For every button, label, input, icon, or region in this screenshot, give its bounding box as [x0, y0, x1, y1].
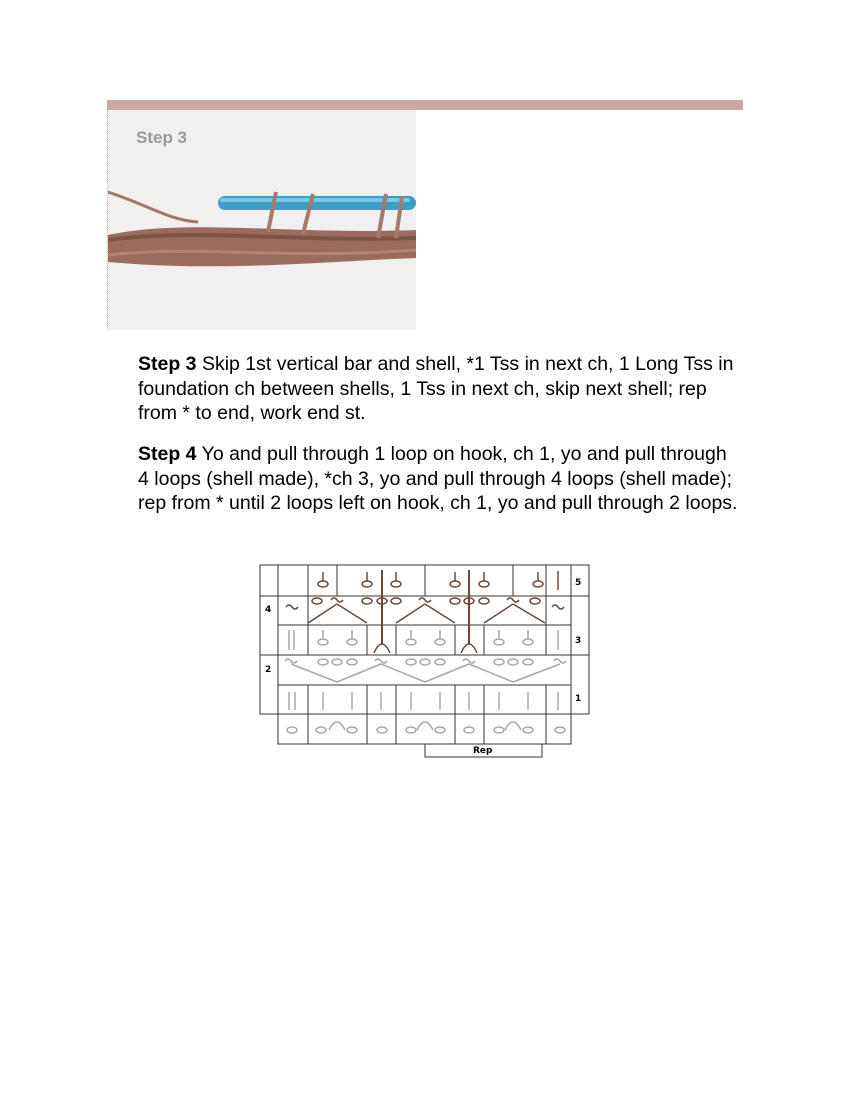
slip-symbol: [375, 659, 387, 663]
step-3-paragraph: [138, 352, 738, 426]
shell-line: [337, 604, 367, 623]
bar-symbol: [292, 571, 295, 590]
chain-symbol: [347, 727, 357, 733]
chain-symbol: [464, 727, 474, 733]
step-3-photo: [107, 110, 416, 330]
step-text: Yo and pull through 1 loop on hook, ch 1, yo and pull through 4 loops (shell made), *ch 3, yo and pull through 4 loops (shell made); rep from * until 2 loops left on hook, ch 1, yo and pull through 2 loops.: [138, 443, 738, 514]
chain-symbol: [530, 598, 540, 604]
stitch-chart: [255, 560, 595, 760]
shell-line: [291, 664, 337, 682]
shell-line: [513, 604, 545, 623]
chain-symbol: [523, 659, 533, 665]
shell-line: [425, 664, 469, 682]
chain-symbol: [377, 727, 387, 733]
slip-symbol: [552, 605, 564, 609]
chain-symbol: [391, 598, 401, 604]
slip-symbol: [507, 598, 519, 602]
chain-symbol: [332, 659, 342, 665]
arch-symbol: [374, 644, 390, 653]
row-label-1: 1: [575, 694, 582, 704]
chain-symbol: [287, 727, 297, 733]
photo-label: Step 3: [136, 128, 188, 147]
slip-symbol: [331, 598, 343, 602]
chain-symbol: [494, 659, 504, 665]
chain-symbol: [450, 581, 460, 587]
chain-symbol: [312, 598, 322, 604]
shell-line: [513, 664, 560, 682]
chain-symbol: [523, 727, 533, 733]
chain-symbol: [406, 639, 416, 645]
chain-symbol: [347, 639, 357, 645]
chain-symbol: [362, 581, 372, 587]
arch-symbol: [329, 722, 345, 730]
chain-symbol: [318, 581, 328, 587]
arch-symbol: [505, 722, 521, 730]
header-accent-bar: [107, 100, 743, 110]
shell-line: [337, 664, 381, 682]
chain-symbol: [420, 659, 430, 665]
step-4-paragraph: [138, 442, 738, 516]
chain-symbol: [450, 598, 460, 604]
shell-line: [425, 604, 455, 623]
chain-symbol: [406, 727, 416, 733]
slip-symbol: [419, 598, 431, 602]
shell-line: [381, 664, 425, 682]
slip-symbol: [285, 659, 297, 663]
row-label-5: 5: [575, 578, 582, 588]
chain-symbol: [406, 659, 416, 665]
chain-symbol: [318, 639, 328, 645]
arch-symbol: [417, 722, 433, 730]
chain-symbol: [494, 639, 504, 645]
slip-symbol: [554, 659, 566, 663]
shell-line: [396, 604, 425, 623]
shell-line: [308, 604, 337, 623]
chain-symbol: [555, 727, 565, 733]
repeat-label: Rep: [473, 746, 493, 756]
chain-symbol: [479, 581, 489, 587]
chain-symbol: [523, 639, 533, 645]
chain-symbol: [391, 581, 401, 587]
step-label: Step 4: [138, 443, 197, 465]
chain-symbol: [435, 727, 445, 733]
row-label-4: 4: [265, 605, 272, 615]
chain-symbol: [347, 659, 357, 665]
shell-line: [469, 664, 513, 682]
step-text: Skip 1st vertical bar and shell, *1 Tss in next ch, 1 Long Tss in foundation ch between shells, 1 Tss in next ch, skip next shell; rep from * to end, work end st.: [138, 353, 734, 424]
row-label-2: 2: [265, 665, 272, 675]
chain-symbol: [494, 727, 504, 733]
chain-symbol: [479, 598, 489, 604]
chain-symbol: [435, 659, 445, 665]
slip-symbol: [463, 659, 475, 663]
arch-symbol: [461, 644, 477, 653]
chain-symbol: [362, 598, 372, 604]
chain-symbol: [435, 639, 445, 645]
chart-grid: [260, 565, 589, 757]
chain-symbol: [508, 659, 518, 665]
chain-symbol: [533, 581, 543, 587]
row-label-3: 3: [575, 636, 582, 646]
shell-line: [484, 604, 513, 623]
chain-symbol: [318, 659, 328, 665]
slip-symbol: [286, 605, 298, 609]
step-label: Step 3: [138, 353, 197, 375]
chain-symbol: [316, 727, 326, 733]
